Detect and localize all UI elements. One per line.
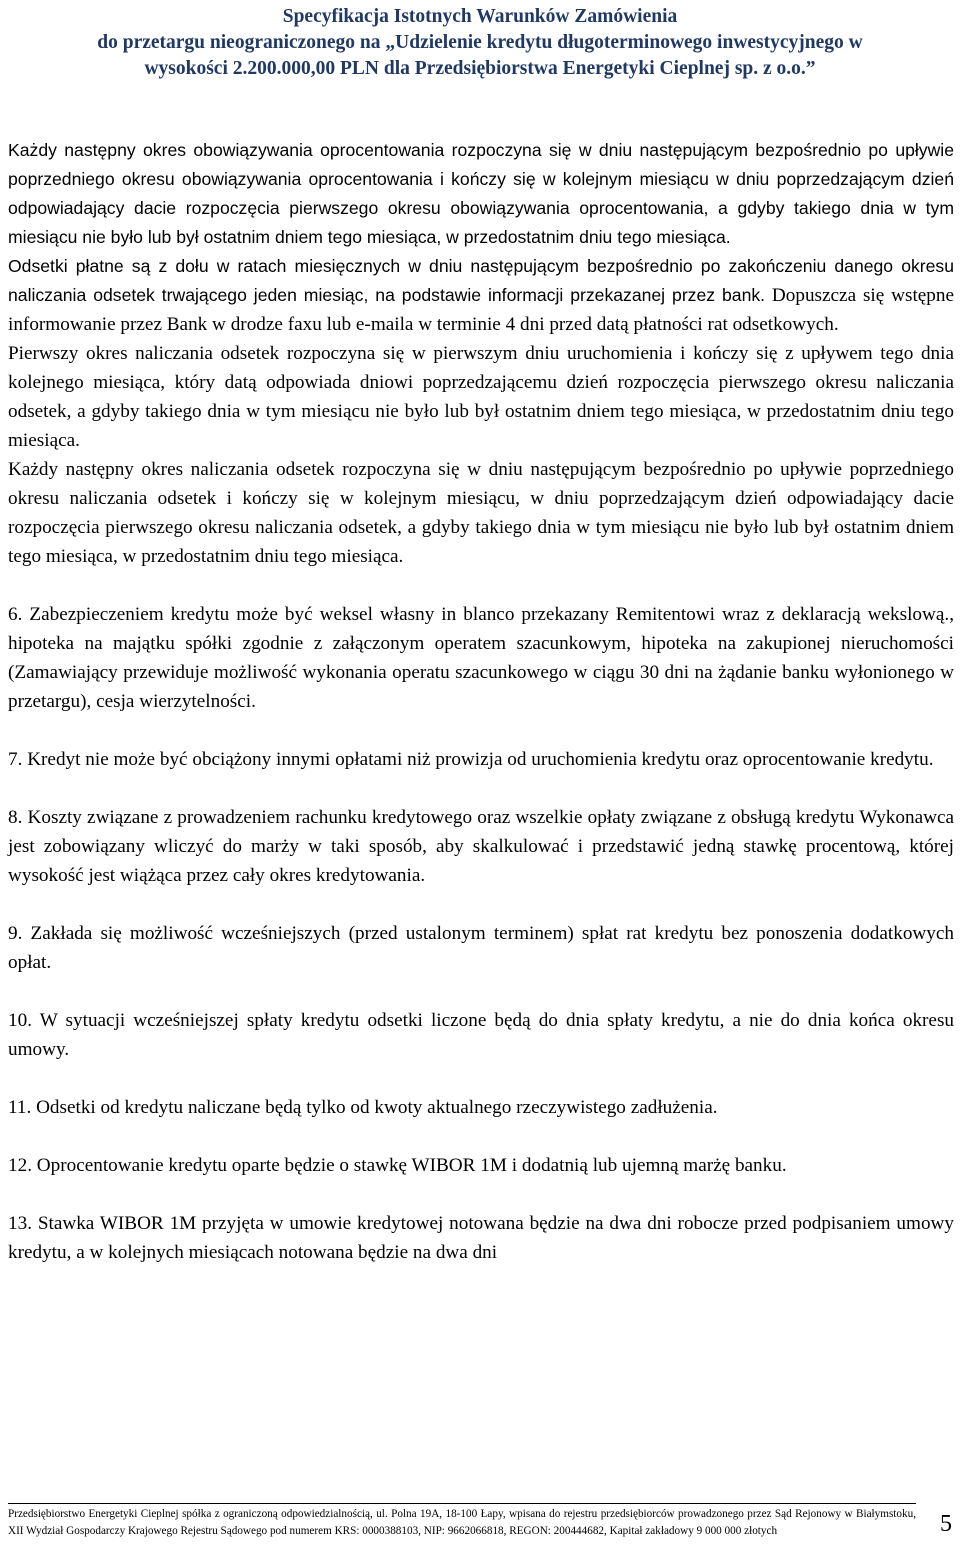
paragraph-6-security: 6. Zabezpieczeniem kredytu może być weksel własny in blanco przekazany Remitentowi wraz z deklaracją wekslową., hipoteka na majątku spółki zgodnie z załączonym operatem szacunkowym, hipoteka na zakupionej nieruchomości (Zamawiający przewiduje możliwość wykonania operatu szacunkowego w ciągu 30 dni na żądanie banku wyłonionego w przetargu), cesja wierzytelności. <box>8 604 954 712</box>
paragraph-next-period: Każdy następny okres naliczania odsetek rozpoczyna się w dniu następującym bezpośrednio po upływie poprzedniego okresu naliczania odsetek i kończy się w kolejnym miesiącu, w dniu poprzedzającym dzień odpowiadający dacie rozpoczęcia pierwszego okresu naliczania odsetek, a gdyby takiego dnia w tym miesiącu nie było lub był ostatnim dniem tego miesiąca, w przedostatnim dniu tego miesiąca. <box>8 459 954 567</box>
paragraph-12-wibor: 12. Oprocentowanie kredytu oparte będzie o stawkę WIBOR 1M i dodatnią lub ujemną marżę banku. <box>8 1155 787 1176</box>
paragraph-interest-period: Każdy następny okres obowiązywania oprocentowania rozpoczyna się w dniu następującym bezpośrednio po upływie poprzedniego okresu obowiązywania oprocentowania i kończy się w kolejnym miesiącu w dniu poprzedzającym dzień odpowiadający dacie rozpoczęcia pierwszego okresu obowiązywania oprocentowania, a gdyby takiego dnia w tym miesiącu nie było lub był ostatnim dniem tego miesiąca, w przedostatnim dniu tego miesiąca. <box>8 140 954 247</box>
paragraph-10-early-interest: 10. W sytuacji wcześniejszej spłaty kredytu odsetki liczone będą do dnia spłaty kredytu, a nie do dnia końca okresu umowy. <box>8 1010 954 1060</box>
document-body <box>8 136 954 1267</box>
paragraph-interest-payment-sans: Odsetki płatne są z dołu w ratach miesięcznych w dniu następującym bezpośrednio po zakończeniu danego okresu naliczania odsetek trwającego jeden miesiąc, na podstawie informacji przekazanej przez bank. <box>8 256 954 305</box>
paragraph-11-interest-base: 11. Odsetki od kredytu naliczane będą tylko od kwoty aktualnego rzeczywistego zadłużenia. <box>8 1097 718 1118</box>
paragraph-9-early-repayment: 9. Zakłada się możliwość wcześniejszych (przed ustalonym terminem) spłat rat kredytu bez ponoszenia dodatkowych opłat. <box>8 923 954 973</box>
paragraph-interest-payment-serif: Dopuszcza się wstępne informowanie przez Bank w drodze faxu lub e-maila w terminie 4 dni przed datą płatności rat odsetkowych. <box>8 285 955 335</box>
document-header <box>0 4 960 82</box>
document-footer: Przedsiębiorstwo Energetyki Cieplnej spółka z ograniczoną odpowiedzialnością, ul. Polna 19A, 18-100 Łapy, wpisana do rejestru przedsiębiorców prowadzonego przez Sąd Rejonowy w Białymstoku, XII Wydział Gospodarczy Krajowego Rejestru Sądowego pod numerem KRS: 0000388103, NIP: 9662066818, REGON: 200444682, Kapitał zakładowy 9 000 000 złotych <box>8 1503 916 1540</box>
header-subtitle-line-1: do przetargu nieograniczonego na „Udzielenie kredytu długoterminowego inwestycyjnego w <box>97 32 863 53</box>
paragraph-13-wibor-quote: 13. Stawka WIBOR 1M przyjęta w umowie kredytowej notowana będzie na dwa dni robocze przed podpisaniem umowy kredytu, a w kolejnych miesiącach notowana będzie na dwa dni <box>8 1213 954 1263</box>
paragraph-interest-payment <box>8 252 954 339</box>
header-subtitle-line-2: wysokości 2.200.000,00 PLN dla Przedsiębiorstwa Energetyki Cieplnej sp. z o.o.” <box>144 58 816 79</box>
paragraph-first-period: Pierwszy okres naliczania odsetek rozpoczyna się w pierwszym dniu uruchomienia i kończy się z upływem tego dnia kolejnego miesiąca, który datą odpowiada dniowi poprzedzającemu dzień rozpoczęcia pierwszego okresu naliczania odsetek, a gdyby takiego dnia w tym miesiącu nie było lub był ostatnim dniem tego miesiąca, w przedostatnim dniu tego miesiąca. <box>8 343 954 451</box>
header-title: Specyfikacja Istotnych Warunków Zamówienia <box>282 6 678 27</box>
paragraph-7-fees: 7. Kredyt nie może być obciążony innymi opłatami niż prowizja od uruchomienia kredytu oraz oprocentowanie kredytu. <box>8 749 934 770</box>
paragraph-8-costs: 8. Koszty związane z prowadzeniem rachunku kredytowego oraz wszelkie opłaty związane z obsługą kredytu Wykonawca jest zobowiązany wliczyć do marży w taki sposób, aby skalkulować i przedstawić jedną stawkę procentową, której wysokość jest wiążąca przez cały okres kredytowania. <box>8 807 954 886</box>
page-number: 5 <box>940 1511 952 1537</box>
